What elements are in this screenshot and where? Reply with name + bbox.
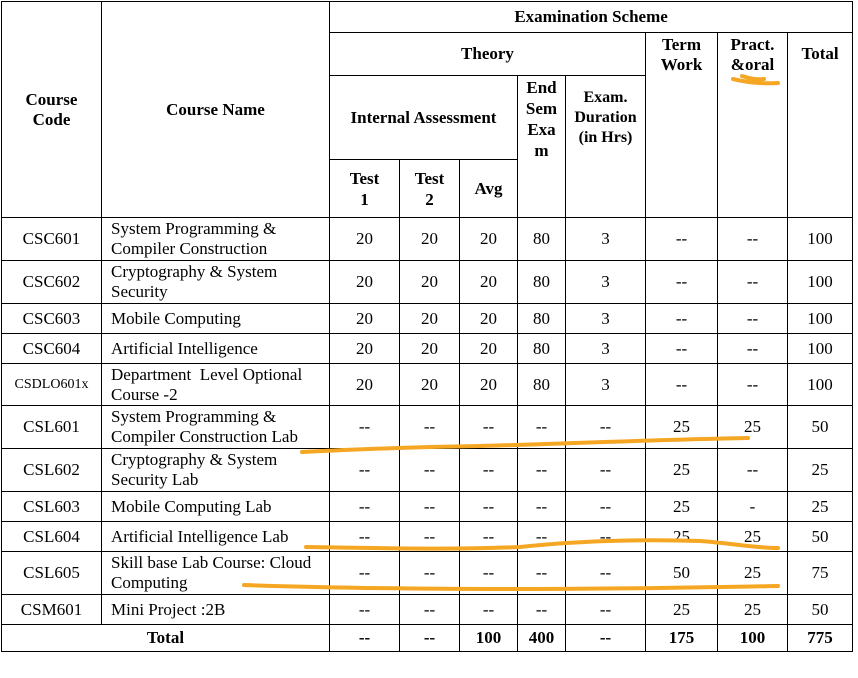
end-sem-cell: -- [518,595,566,625]
term-work-cell: 25 [646,522,718,552]
duration-cell: 3 [566,304,646,334]
table-row [2,334,853,364]
test2-cell: -- [400,595,460,625]
total-cell: 100 [788,364,853,406]
test2-cell: 20 [400,218,460,261]
duration-cell: 3 [566,261,646,304]
test1-cell: 20 [330,364,400,406]
avg-cell: -- [460,595,518,625]
end-sem-cell: -- [518,406,566,449]
test1-header: Test 1 [330,160,400,218]
avg-cell: 20 [460,334,518,364]
total-cell: 100 [788,304,853,334]
course-name-header: Course Name [102,2,330,218]
total-row [2,625,853,652]
pract-oral-cell: - [718,492,788,522]
duration-cell: -- [566,449,646,492]
avg-cell: -- [460,522,518,552]
course-name: Mini Project :2B [102,595,330,625]
test2-cell: 20 [400,261,460,304]
term-work-cell: -- [646,218,718,261]
test1-cell: 20 [330,261,400,304]
term-work-cell: -- [646,364,718,406]
pract-oral-cell: -- [718,334,788,364]
end-sem-cell: -- [518,522,566,552]
end-sem-cell: 80 [518,364,566,406]
duration-cell: 3 [566,364,646,406]
duration-cell: -- [566,595,646,625]
term-work-cell: 25 [646,595,718,625]
test2-cell: 20 [400,304,460,334]
total-header: Total [788,33,853,218]
test1-cell: 20 [330,334,400,364]
test2-cell: -- [400,552,460,595]
theory-header: Theory [330,33,646,76]
course-code: CSL605 [2,552,102,595]
total-cell: 100 [788,261,853,304]
test1-cell: -- [330,552,400,595]
course-name: System Programming & Compiler Construction Lab [102,406,330,449]
end-sem-total: 400 [518,625,566,652]
course-code: CSL602 [2,449,102,492]
duration-cell: -- [566,552,646,595]
course-name: Cryptography & System Security [102,261,330,304]
test1-cell: -- [330,492,400,522]
total-cell: 50 [788,406,853,449]
test1-total: -- [330,625,400,652]
pract-oral-cell: -- [718,261,788,304]
test2-cell: -- [400,449,460,492]
test1-cell: 20 [330,218,400,261]
pract-oral-header: Pract. &oral [718,33,788,218]
course-name: Artificial Intelligence Lab [102,522,330,552]
table-row [2,218,853,261]
course-code: CSC603 [2,304,102,334]
table-row [2,449,853,492]
pract-oral-cell: -- [718,218,788,261]
course-code: CSL604 [2,522,102,552]
term-work-cell: -- [646,261,718,304]
avg-cell: -- [460,552,518,595]
table-row [2,492,853,522]
term-work-header: Term Work [646,33,718,218]
course-code: CSC604 [2,334,102,364]
avg-cell: 20 [460,218,518,261]
avg-cell: 20 [460,261,518,304]
internal-assessment-header: Internal Assessment [330,76,518,160]
total-cell: 25 [788,449,853,492]
course-name: Mobile Computing Lab [102,492,330,522]
test2-cell: -- [400,492,460,522]
table-row [2,406,853,449]
test1-cell: -- [330,595,400,625]
course-name: Artificial Intelligence [102,334,330,364]
course-code: CSC602 [2,261,102,304]
course-code: CSDLO601x [2,364,102,406]
course-code-header: Course Code [2,2,102,218]
table-row [2,522,853,552]
table-row [2,595,853,625]
examination-scheme-table [1,1,853,652]
pract-oral-cell: 25 [718,595,788,625]
course-name: Department Level Optional Course -2 [102,364,330,406]
term-work-cell: 25 [646,492,718,522]
avg-cell: -- [460,406,518,449]
end-sem-cell: -- [518,552,566,595]
term-work-cell: -- [646,304,718,334]
test2-cell: 20 [400,334,460,364]
table-row [2,261,853,304]
total-cell: 25 [788,492,853,522]
table-row [2,364,853,406]
avg-cell: 20 [460,364,518,406]
test2-cell: 20 [400,364,460,406]
test1-cell: -- [330,449,400,492]
avg-total: 100 [460,625,518,652]
term-work-total: 175 [646,625,718,652]
table-row [2,552,853,595]
total-cell: 50 [788,522,853,552]
test1-cell: -- [330,522,400,552]
course-name: Mobile Computing [102,304,330,334]
duration-cell: -- [566,522,646,552]
course-code: CSL601 [2,406,102,449]
grand-total: 775 [788,625,853,652]
duration-total: -- [566,625,646,652]
avg-header: Avg [460,160,518,218]
pract-oral-cell: -- [718,304,788,334]
total-label: Total [2,625,330,652]
term-work-cell: 50 [646,552,718,595]
test1-cell: 20 [330,304,400,334]
total-cell: 100 [788,218,853,261]
duration-cell: -- [566,492,646,522]
total-cell: 50 [788,595,853,625]
term-work-cell: 25 [646,449,718,492]
total-cell: 100 [788,334,853,364]
pract-oral-cell: 25 [718,552,788,595]
end-sem-cell: 80 [518,261,566,304]
course-name: Cryptography & System Security Lab [102,449,330,492]
duration-cell: -- [566,406,646,449]
pract-oral-cell: -- [718,364,788,406]
test2-cell: -- [400,522,460,552]
term-work-cell: 25 [646,406,718,449]
avg-cell: -- [460,492,518,522]
examination-scheme-header: Examination Scheme [330,2,853,33]
course-code: CSC601 [2,218,102,261]
course-code: CSM601 [2,595,102,625]
table-row [2,304,853,334]
test2-cell: -- [400,406,460,449]
test1-cell: -- [330,406,400,449]
pract-oral-cell: 25 [718,406,788,449]
end-sem-cell: -- [518,492,566,522]
end-sem-cell: 80 [518,304,566,334]
pract-oral-cell: -- [718,449,788,492]
end-sem-exam-header: End Sem Exa m [518,76,566,218]
end-sem-cell: 80 [518,218,566,261]
course-name: Skill base Lab Course: Cloud Computing [102,552,330,595]
course-code: CSL603 [2,492,102,522]
end-sem-cell: -- [518,449,566,492]
term-work-cell: -- [646,334,718,364]
test2-total: -- [400,625,460,652]
avg-cell: -- [460,449,518,492]
pract-oral-cell: 25 [718,522,788,552]
avg-cell: 20 [460,304,518,334]
exam-duration-header: Exam. Duration (in Hrs) [566,76,646,218]
total-cell: 75 [788,552,853,595]
duration-cell: 3 [566,218,646,261]
end-sem-cell: 80 [518,334,566,364]
test2-header: Test 2 [400,160,460,218]
course-name: System Programming & Compiler Construction [102,218,330,261]
pract-oral-total: 100 [718,625,788,652]
duration-cell: 3 [566,334,646,364]
